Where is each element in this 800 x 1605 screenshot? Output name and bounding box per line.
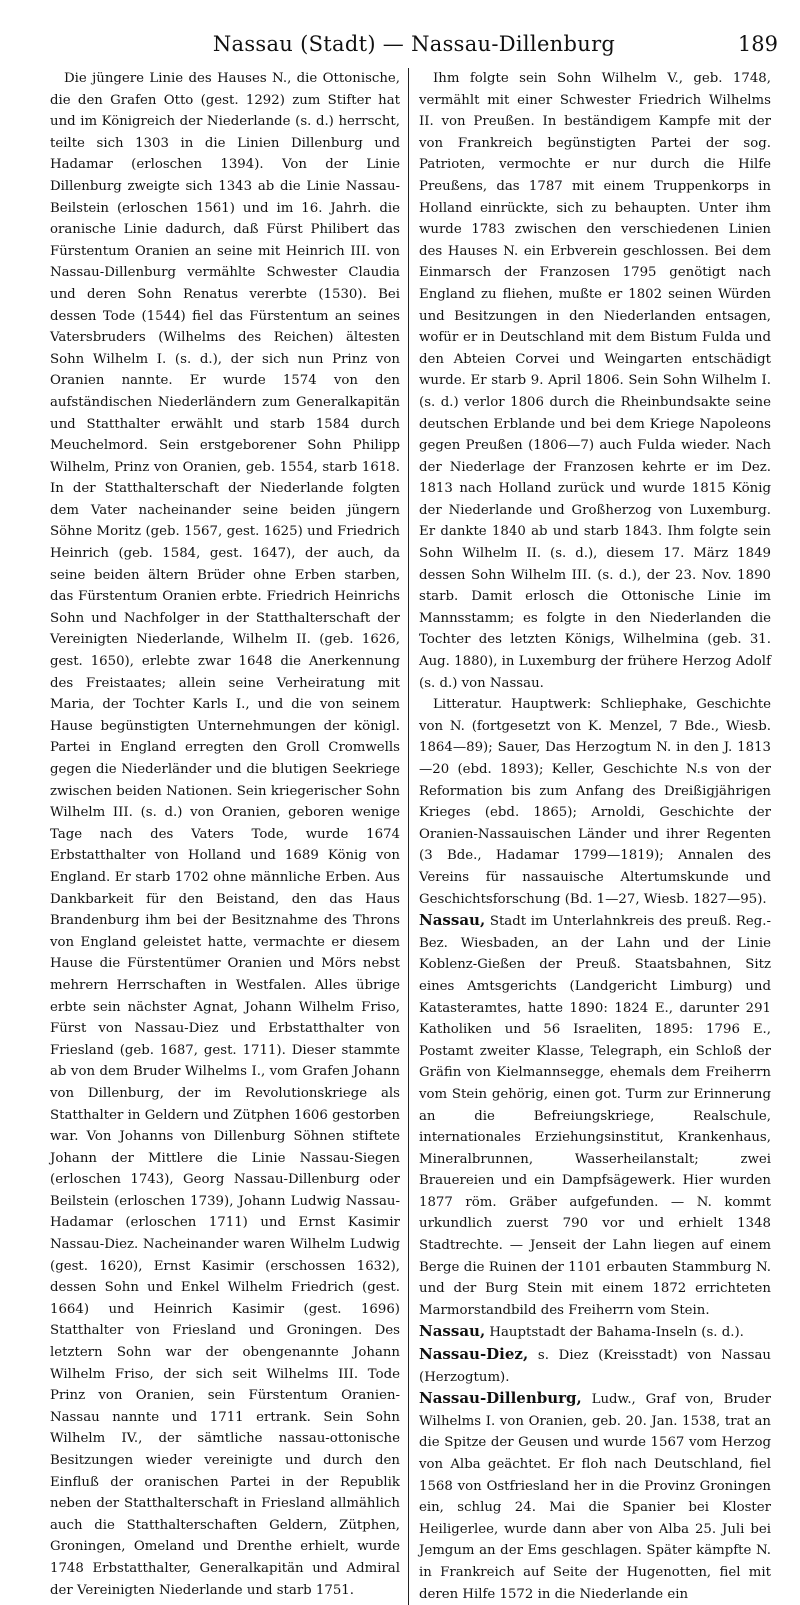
entry-text: Ludw., Graf von, Bruder Wilhelms I. von Oranien, geb. 20. Jan. 1538, trat an die Spitze der Geusen und wurde 1567 vom Herzog von Alba geächtet. Er floh nach Deutschland, fiel 1568 von Ostfriesland her in die Provinz Groningen ein, schlug 24. Mai die Spanier bei Kloster Heiligerlee, wurde dann aber von Alba 25. Juli bei Jemgum an der Ems geschlagen. Später kämpfte N. in Frankreich auf Seite der Hugenotten, fiel mit deren Hilfe 1572 in die Niederlande ein bbox=[419, 1392, 771, 1602]
right-column bbox=[409, 68, 771, 1605]
left-column bbox=[50, 68, 408, 1605]
entry-headword: Nassau, bbox=[419, 1322, 486, 1341]
text-columns bbox=[50, 68, 778, 1605]
paragraph-ottonian-line: Die jüngere Linie des Hauses N., die Ottonische, die den Grafen Otto (gest. 1292) zum Stifter hat und im Königreich der Niederlande (s. d.) herrscht, teilte sich 1303 in die Linien Dillenburg und Hadamar (erloschen 1394). Von der Linie Dillenburg zweigte sich 1343 ab die Linie Nassau-Beilstein (erloschen 1561) und im 16. Jahrh. die oranische Linie dadurch, daß Fürst Philibert das Fürstentum Oranien an seine mit Heinrich III. von Nassau-Dillenburg vermählte Schwester Claudia und deren Sohn Renatus vererbte (1530). Bei dessen Tode (1544) fiel das Fürstentum an seines Vatersbruders (Wilhelms des Reichen) ältesten Sohn Wilhelm I. (s. d.), der sich nun Prinz von Oranien nannte. Er wurde 1574 von den aufständischen Niederländern zum Generalkapitän und Statthalter erwählt und starb 1584 durch Meuchelmord. Sein erstgeborener Sohn Philipp Wilhelm, Prinz von Oranien, geb. 1554, starb 1618. In der Statthalterschaft der Niederlande folgten dem Vater nacheinander seine beiden jüngern Söhne Moritz (geb. 1567, gest. 1625) und Friedrich Heinrich (geb. 1584, gest. 1647), der auch, da seine beiden ältern Brüder ohne Erben starben, das Fürstentum Oranien erbte. Friedrich Heinrichs Sohn und Nachfolger in der Statthalterschaft der Vereinigten Niederlande, Wilhelm II. (geb. 1626, gest. 1650), erlebte zwar 1648 die Anerkennung des Freistaates; allein seine Verheiratung mit Maria, der Tochter Karls I., und die von seinem Hause begünstigten Unternehmungen der königl. Partei in England erregten den Groll Cromwells gegen die Niederländer und die blutigen Seekriege zwischen beiden Nationen. Sein kriegerischer Sohn Wilhelm III. (s. d.) von Oranien, geboren wenige Tage nach des Vaters Tode, wurde 1674 Erbstatthalter von Holland und 1689 König von England. Er starb 1702 ohne männliche Erben. Aus Dankbarkeit für den Beistand, den das Haus Brandenburg ihm bei der Besitznahme des Throns von England geleistet hatte, vermachte er diesem Hause die Fürstentümer Oranien und Mörs nebst mehrern Herrschaften in Westfalen. Alles übrige erbte sein nächster Agnat, Johann Wilhelm Friso, Fürst von Nassau-Diez und Erbstatthalter von Friesland (geb. 1687, gest. 1711). Dieser stammte ab von dem Bruder Wilhelms I., vom Grafen Johann von Dillenburg, der im Revolutionskriege als Statthalter in Geldern und Zütphen 1606 gestorben war. Von Johanns von Dillenburg Söhnen stiftete Johann der Mittlere die Linie Nassau-Siegen (erloschen 1743), Georg Nassau-Dillenburg oder Beilstein (erloschen 1739), Johann Ludwig Nassau-Hadamar (erloschen 1711) und Ernst Kasimir Nassau-Diez. Nacheinander waren Wilhelm Ludwig (gest. 1620), Ernst Kasimir (erschossen 1632), dessen Sohn und Enkel Wilhelm Friedrich (gest. 1664) und Heinrich Kasimir (gest. 1696) Statthalter von Friesland und Groningen. Des letztern Sohn war der obengenannte Johann Wilhelm Friso, der sich seit Wilhelms III. Tode Prinz von Oranien, sein Fürstentum Oranien-Nassau nannte und 1711 ertrank. Sein Sohn Wilhelm IV., der sämtliche nassau-ottonische Besitzungen wieder vereinigte und durch den Einfluß der oranischen Partei in der Republik neben der Statthalterschaft in Friesland allmählich auch die Statthalterschaften Geldern, Zütphen, Groningen, Omeland und Drenthe erhielt, wurde 1748 Erbstatthalter, Generalkapitän und Admiral der Vereinigten Niederlande und starb 1751. bbox=[50, 71, 400, 1598]
entry-text: Hauptstadt der Bahama-Inseln (s. d.). bbox=[485, 1325, 744, 1341]
page-header bbox=[50, 30, 778, 68]
entry-nassau-stadt bbox=[419, 910, 771, 1321]
entry-text: Stadt im Unterlahnkreis des preuß. Reg.-Bez. Wiesbaden, an der Lahn und der Linie Koblenz-Gießen der Preuß. Staatsbahnen, Sitz eines Amtsgerichts (Landgericht Limburg) und Katasteramtes, hatte 1890: 1824 E., darunter 291 Katholiken und 56 Israeliten, 1895: 1796 E., Postamt zweiter Klasse, Telegraph, ein Schloß der Gräfin von Kielmannsegge, ehemals dem Freiherrn vom Stein gehörig, einen got. Turm zur Erinnerung an die Befreiungskriege, Realschule, internationales Erziehungsinstitut, Krankenhaus, Mineralbrunnen, Wasserheilanstalt; zwei Brauereien und ein Dampfsägewerk. Hier wurden 1877 röm. Gräber aufgefunden. — N. kommt urkundlich zuerst 790 vor und erhielt 1348 Stadtrechte. — Jenseit der Lahn liegen auf einem Berge die Ruinen der 1101 erbauten Stammburg N. und der Burg Stein mit einem 1872 errichteten Marmorstandbild des Freiherrn vom Stein. bbox=[419, 914, 771, 1318]
paragraph-literature: Litteratur. Hauptwerk: Schliephake, Geschichte von N. (fortgesetzt von K. Menzel, 7 Bde., Wiesb. 1864—89); Sauer, Das Herzogtum N. in den J. 1813—20 (ebd. 1893); Keller, Geschichte N.s von der Reformation bis zum Anfang des Dreißigjährigen Krieges (ebd. 1865); Arnoldi, Geschichte der Oranien-Nassauischen Länder und ihrer Regenten (3 Bde., Hadamar 1799—1819); Annalen des Vereins für nassauische Altertumskunde und Geschichtsforschung (Bd. 1—27, Wiesb. 1827—95). bbox=[419, 697, 771, 907]
entry-nassau-dillenburg bbox=[419, 1388, 771, 1605]
running-head: Nassau (Stadt) — Nassau-Dillenburg bbox=[212, 32, 616, 56]
page-number: 189 bbox=[737, 32, 778, 56]
entry-nassau-bahamas bbox=[419, 1321, 771, 1344]
entry-text: s. Diez (Kreisstadt) von Nassau (Herzogtum). bbox=[419, 1348, 771, 1385]
entry-headword: Nassau, bbox=[419, 911, 486, 930]
entry-headword: Nassau-Diez, bbox=[419, 1345, 529, 1364]
entry-headword: Nassau-Dillenburg, bbox=[419, 1389, 582, 1408]
entry-nassau-diez bbox=[419, 1344, 771, 1388]
paragraph-wilhelm-v: Ihm folgte sein Sohn Wilhelm V., geb. 1748, vermählt mit einer Schwester Friedrich Wilhelms II. von Preußen. In beständigem Kampfe mit der von Frankreich begünstigten Partei der sog. Patrioten, vermochte er nur durch die Hilfe Preußens, das 1787 mit einem Truppenkorps in Holland einrückte, sich zu behaupten. Unter ihm wurde 1783 zwischen den verschiedenen Linien des Hauses N. ein Erbverein geschlossen. Bei dem Einmarsch der Franzosen 1795 genötigt nach England zu fliehen, mußte er 1802 seinen Würden und Besitzungen in den Niederlanden entsagen, wofür er in Deutschland mit dem Bistum Fulda und den Abteien Corvei und Weingarten entschädigt wurde. Er starb 9. April 1806. Sein Sohn Wilhelm I. (s. d.) verlor 1806 durch die Rheinbundsakte seine deutschen Erblande und bei dem Kriege Napoleons gegen Preußen (1806—7) auch Fulda wieder. Nach der Niederlage der Franzosen kehrte er im Dez. 1813 nach Holland zurück und wurde 1815 König der Niederlande und Großherzog von Luxemburg. Er dankte 1840 ab und starb 1843. Ihm folgte sein Sohn Wilhelm II. (s. d.), diesem 17. März 1849 dessen Sohn Wilhelm III. (s. d.), der 23. Nov. 1890 starb. Damit erlosch die Ottonische Linie im Mannsstamm; es folgte in den Niederlanden die Tochter des letzten Königs, Wilhelmina (geb. 31. Aug. 1880), in Luxemburg der frühere Herzog Adolf (s. d.) von Nassau. bbox=[419, 71, 771, 691]
